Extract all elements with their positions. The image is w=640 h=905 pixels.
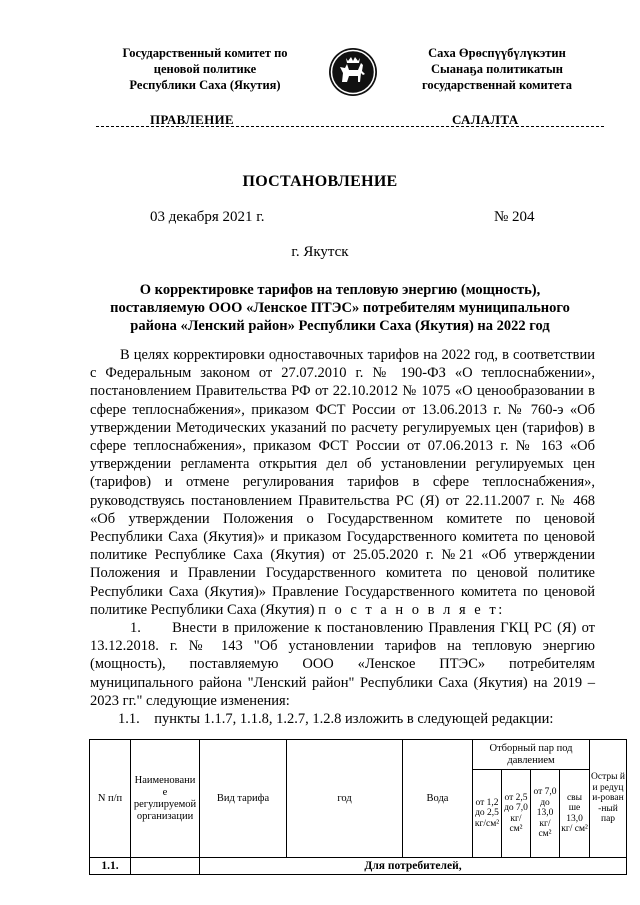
tariff-table [89, 739, 627, 875]
document-date: 03 декабря 2021 г. [150, 209, 265, 225]
item-1-number: 1. [130, 620, 141, 637]
subject-line: района «Ленский район» Республики Саха (Якутия) на 2022 год [130, 318, 550, 334]
committee-name-yakut [392, 45, 602, 93]
committee-line: Республики Саха (Якутия) [129, 78, 281, 92]
document-body [90, 346, 595, 728]
col-header-steam-3: от 7,0 до 13,0 кг/ см² [531, 770, 560, 858]
col-header-organization: Наименовани е регулируемой организации [131, 740, 200, 858]
col-header-steam-4: свы ше 13,0 кг/ см² [560, 770, 590, 858]
document-title: ПОСТАНОВЛЕНИЕ [242, 173, 398, 190]
item-1-1-text: пункты 1.1.7, 1.1.8, 1.2.7, 1.2.8 изложить в следующей редакции: [154, 711, 554, 728]
committee-line: Сыанаҕа политикатын [431, 62, 563, 76]
committee-line: ценовой политике [153, 62, 257, 76]
committee-line: государственнай комитета [422, 78, 572, 92]
col-header-number: N п/п [90, 740, 131, 858]
committee-name-russian [95, 45, 315, 93]
board-label-russian: ПРАВЛЕНИЕ [150, 112, 234, 127]
row-consumer-group: Для потребителей, [200, 858, 627, 875]
item-1-1-paragraph [90, 710, 595, 728]
col-header-steam-1: от 1,2 до 2,5 кг/см² [473, 770, 502, 858]
table-row [90, 858, 627, 875]
row-empty-cell [131, 858, 200, 875]
row-number: 1.1. [90, 858, 131, 875]
item-1-paragraph [90, 619, 595, 710]
col-header-sharp-steam: Остры й и редуц и-рован -ный пар [590, 740, 627, 858]
document-number: № 204 [494, 209, 535, 225]
col-header-water: Вода [403, 740, 473, 858]
subject-line: О корректировке тарифов на тепловую энергию (мощность), [139, 282, 541, 298]
coat-of-arms-emblem [327, 46, 379, 98]
col-header-year: год [287, 740, 403, 858]
board-label-yakut: САЛАЛТА [452, 112, 519, 127]
document-city: г. Якутск [291, 244, 349, 260]
preamble-paragraph [90, 346, 595, 619]
committee-line: Саха Өрөспүүбүлүкэтин [428, 46, 566, 60]
item-1-1-number: 1.1. [118, 711, 140, 728]
col-header-tariff-type: Вид тарифа [200, 740, 287, 858]
preamble-text: В целях корректировки одноставочных тарифов на 2022 год, в соответствии с Федеральным законом от 27.07.2010 г. № 190-ФЗ «О теплоснабжении», постановлением Правительства РФ от 22.10.2012 № 1075 «О ценообразовании в сфере теплоснабжения», приказом ФСТ России от 13.06.2013 г. № 760-э «Об утверждении Методических указаний по расчету регулируемых цен (тарифов) в сфере теплоснабжения», приказом ФСТ России от 07.06.2013 г. № 163 «Об утверждении регламента открытия дел об установлении регулируемых цен (тарифов) и отмене регулирования тарифов в сфере теплоснабжения», руководствуясь постановлением Правительства РС (Я) от 22.11.2007 г. № 468 «Об утверждении Положения о Государственном комитете по ценовой Республики Саха (Якутия)» и приказом Государственного комитета по ценовой политике Республике Саха (Якутия) от 25.05.2020 г. №21 «Об утверждении Положения и Правлении Государственного комитета по ценовой политике Республики Саха (Якутия)» Правление Государственного комитета по ценовой политике Республики Саха (Якутия) [90, 347, 595, 618]
header-divider [96, 126, 604, 127]
subject-line: поставляемую ООО «Ленское ПТЭС» потребителям муниципального [110, 300, 570, 316]
committee-line: Государственный комитет по [122, 46, 288, 60]
item-1-text: Внести в приложение к постановлению Правления ГКЦ РС (Я) от 13.12.2018. г. № 143 "Об установлении тарифов на тепловую энергию (мощность), поставляемую ООО «Ленское ПТЭС» потребителям муниципального района "Ленский район" Республики Саха (Якутия) на 2019 – 2023 гг." следующие изменения: [90, 620, 596, 709]
resolves-word: п о с т а н о в л я е т: [318, 601, 505, 618]
col-header-steam-group: Отборный пар под давлением [473, 740, 590, 770]
document-subject [90, 281, 590, 335]
col-header-steam-2: от 2,5 до 7,0 кг/ см² [502, 770, 531, 858]
